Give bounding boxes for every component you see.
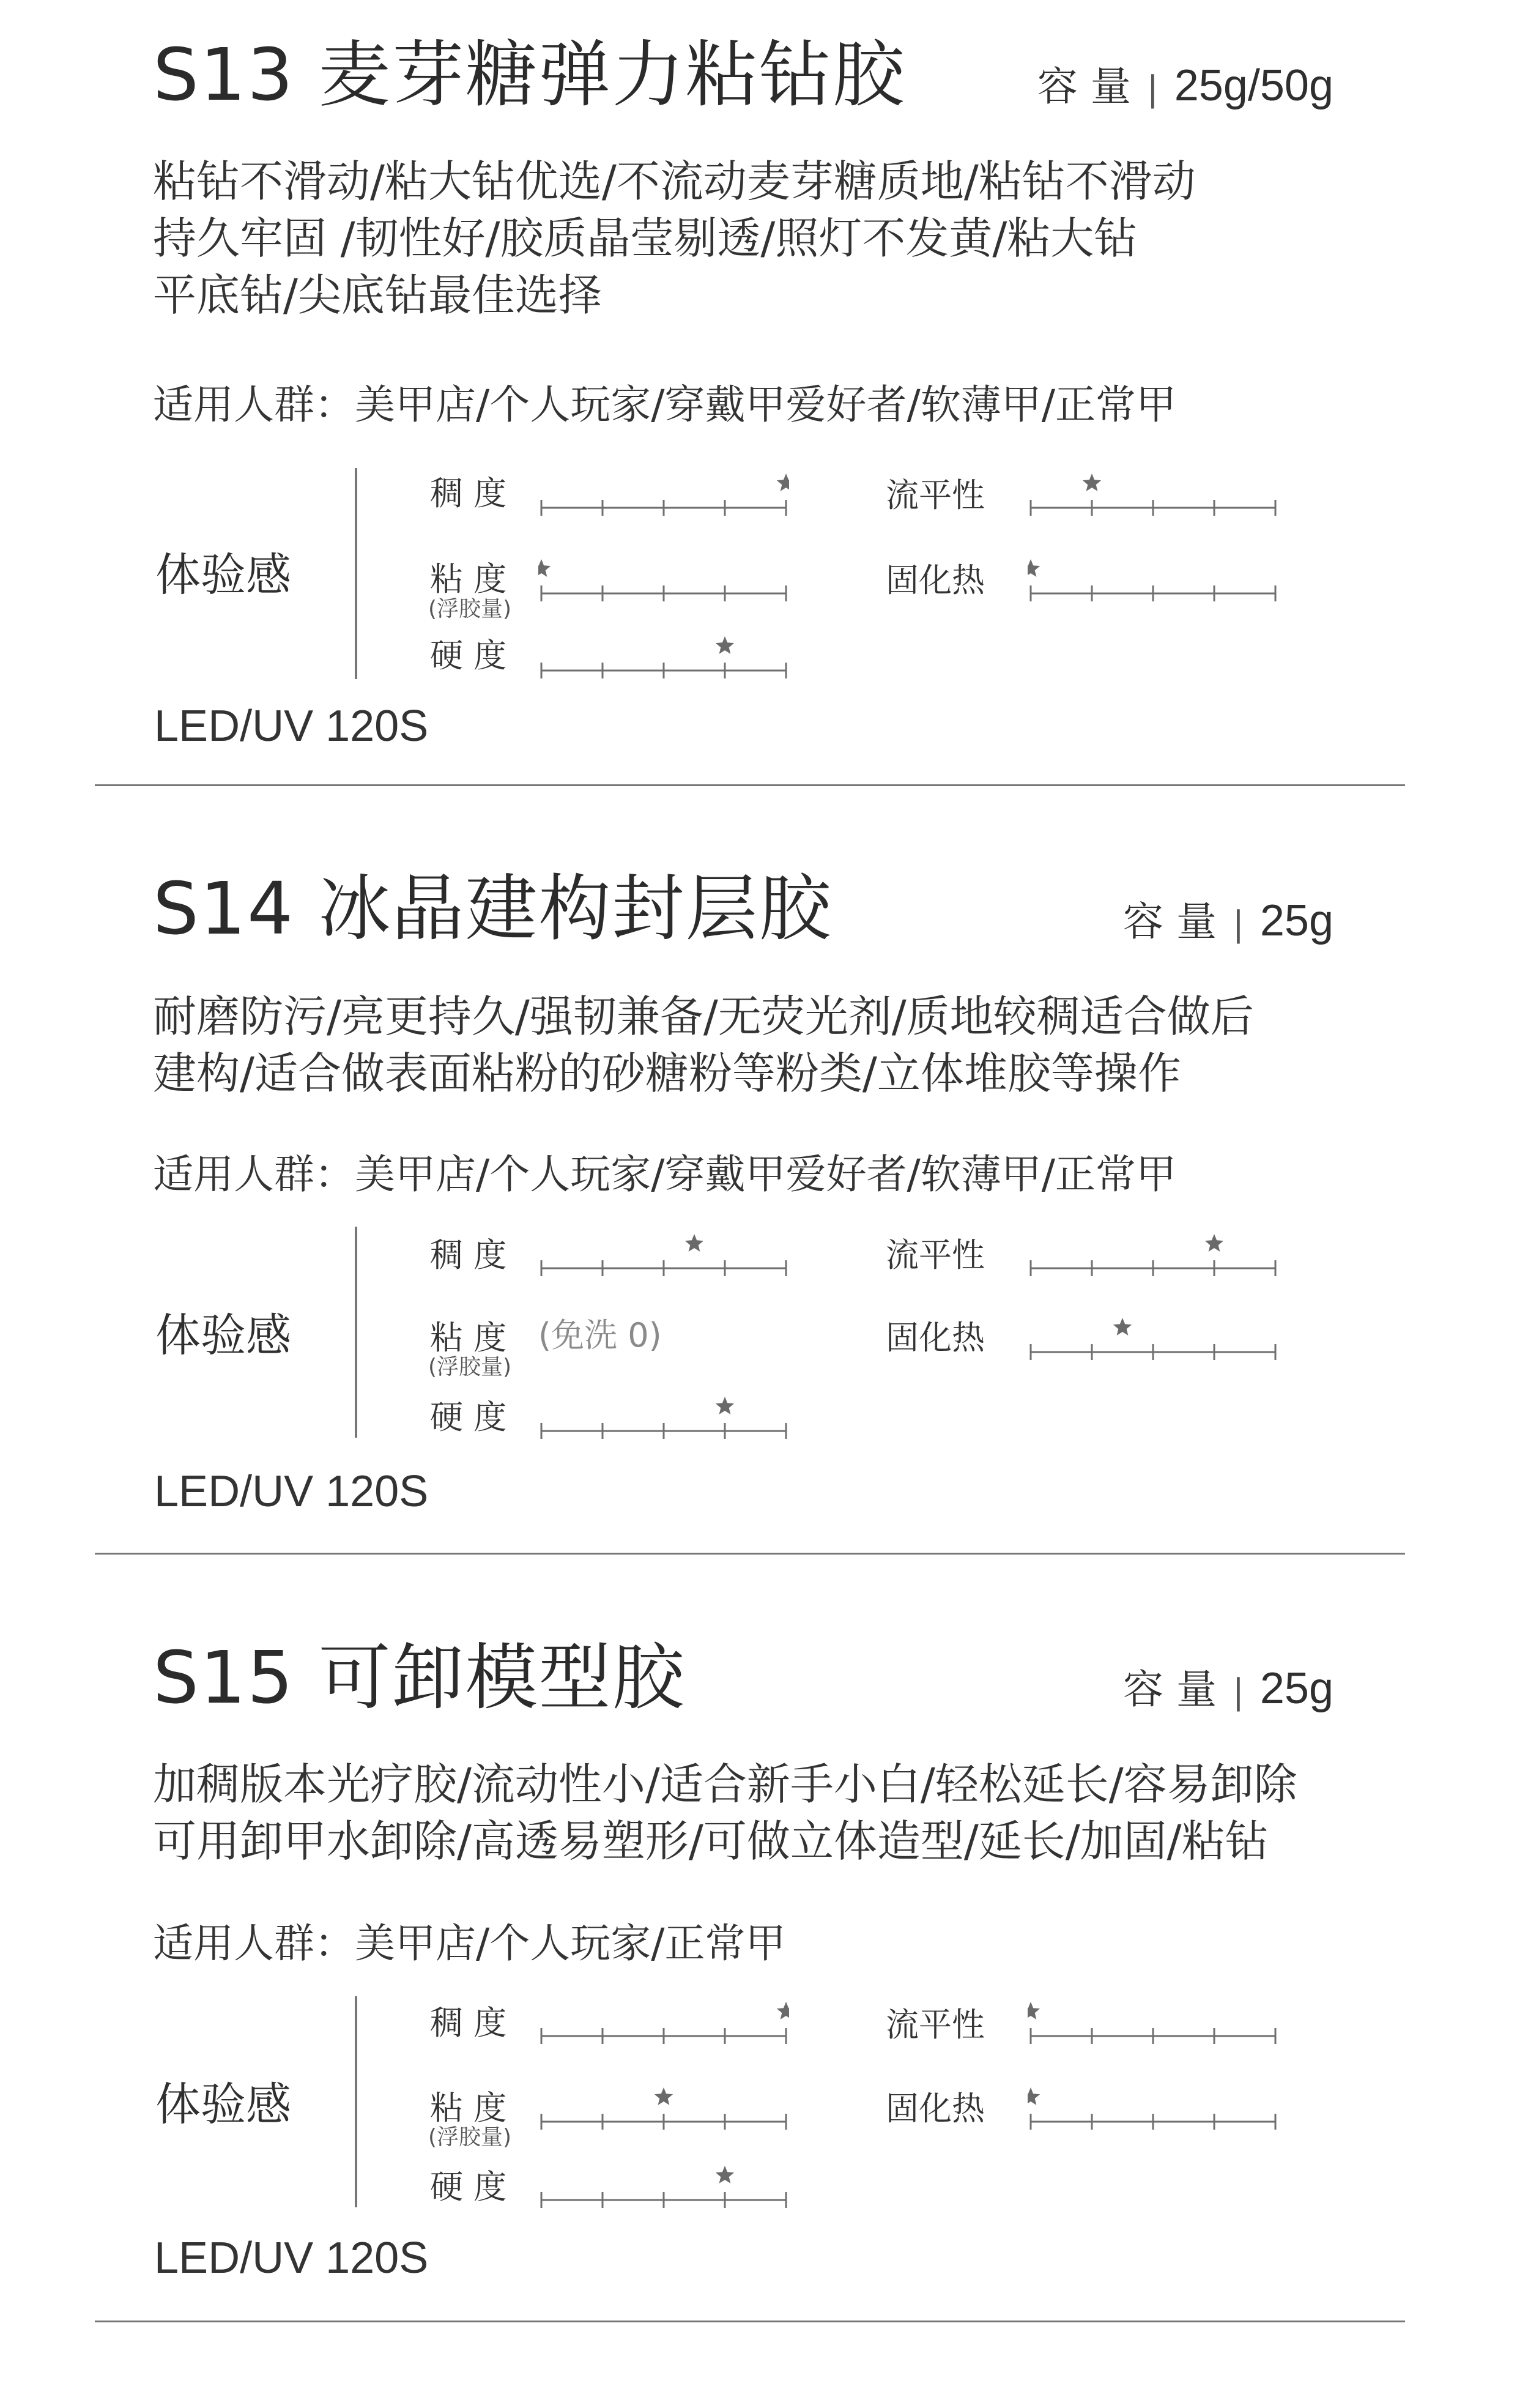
capacity-separator: | — [1232, 1672, 1244, 1712]
thickness-scale — [538, 471, 789, 529]
capacity-value: 25g — [1259, 896, 1333, 945]
product-description: 耐磨防污/亮更持久/强韧兼备/无荧光剂/质地较稠适合做后 建构/适合做表面粘粉的砂糖粉等粉类/立体堆胶等操作 — [153, 991, 1254, 1099]
flow-scale-graphic — [1028, 1232, 1278, 1287]
capacity-info — [1123, 1664, 1333, 1717]
experience-divider — [355, 1227, 357, 1438]
thickness-scale — [538, 1232, 789, 1289]
flow-scale-graphic — [1028, 471, 1278, 526]
thickness-label: 稠 度 — [430, 474, 507, 513]
stickiness-label: 粘 度 — [430, 2089, 507, 2127]
hardness-label: 硬 度 — [430, 636, 507, 675]
product-description: 粘钻不滑动/粘大钻优选/不流动麦芽糖质地/粘钻不滑动 持久牢固 /韧性好/胶质晶莹剔透/照灯不发黄/粘大钻 平底钻/尖底钻最佳选择 — [153, 156, 1196, 321]
cure-info: LED/UV 120S — [154, 702, 429, 751]
flow-label: 流平性 — [886, 2005, 985, 2044]
heat-scale-graphic — [1028, 2085, 1278, 2140]
stickiness-sublabel: (浮胶量) — [428, 596, 512, 622]
hardness-scale-graphic — [538, 634, 789, 689]
hardness-scale-graphic — [538, 2163, 789, 2218]
hardness-label: 硬 度 — [430, 1398, 507, 1436]
stickiness-scale — [538, 557, 789, 614]
cure-info: LED/UV 120S — [154, 1467, 429, 1516]
stickiness-label: 粘 度 — [430, 560, 507, 598]
experience-label: 体验感 — [155, 2078, 291, 2131]
heat-scale-graphic — [1028, 557, 1278, 612]
capacity-label: 容 量 — [1037, 63, 1131, 110]
product-section-s14 — [0, 768, 1517, 1536]
heat-scale-graphic — [1028, 1315, 1278, 1370]
flow-label: 流平性 — [886, 476, 985, 515]
product-description: 加稠版本光疗胶/流动性小/适合新手小白/轻松延长/容易卸除 可用卸甲水卸除/高透易塑形/可做立体造型/延长/加固/粘钻 — [153, 1759, 1297, 1867]
product-title: S15 可卸模型胶 — [153, 1635, 686, 1720]
hardness-scale — [538, 1394, 789, 1452]
capacity-separator: | — [1232, 904, 1244, 944]
rating-star-icon — [716, 1397, 734, 1414]
section-divider — [95, 2321, 1405, 2322]
rating-star-icon — [1028, 2087, 1040, 2105]
flow-scale — [1028, 1999, 1278, 2057]
flow-scale-graphic — [1028, 1999, 1278, 2054]
experience-divider — [355, 1996, 357, 2207]
capacity-separator: | — [1146, 69, 1159, 109]
audience-value: 美甲店/个人玩家/穿戴甲爱好者/软薄甲/正常甲 — [355, 1151, 1176, 1198]
hardness-scale — [538, 634, 789, 691]
cure-info: LED/UV 120S — [154, 2234, 429, 2283]
heat-label: 固化热 — [886, 2089, 985, 2128]
flow-scale — [1028, 471, 1278, 529]
rating-star-icon — [1028, 559, 1040, 577]
flow-label: 流平性 — [886, 1236, 985, 1274]
hardness-label: 硬 度 — [430, 2168, 507, 2206]
heat-label: 固化热 — [886, 1318, 985, 1357]
stickiness-note: (免洗 0) — [538, 1316, 662, 1354]
rating-star-icon — [777, 474, 789, 491]
capacity-info — [1037, 61, 1333, 114]
product-section-s15 — [0, 1536, 1517, 2303]
thickness-label: 稠 度 — [430, 2004, 507, 2042]
rating-star-icon — [716, 636, 734, 654]
rating-star-icon — [716, 2166, 734, 2183]
thickness-scale-graphic — [538, 1232, 789, 1287]
experience-divider — [355, 468, 357, 679]
stickiness-scale — [538, 2085, 789, 2142]
target-audience — [153, 381, 1176, 429]
stickiness-scale-graphic — [538, 2085, 789, 2140]
capacity-value: 25g/50g — [1174, 61, 1333, 110]
thickness-label: 稠 度 — [430, 1236, 507, 1274]
thickness-scale-graphic — [538, 471, 789, 526]
capacity-label: 容 量 — [1123, 898, 1217, 945]
heat-scale — [1028, 2085, 1278, 2142]
product-title: S14 冰晶建构封层胶 — [153, 866, 833, 951]
flow-scale — [1028, 1232, 1278, 1289]
thickness-scale-graphic — [538, 1999, 789, 2054]
experience-label: 体验感 — [155, 1309, 291, 1362]
rating-star-icon — [685, 1234, 703, 1252]
rating-star-icon — [1113, 1318, 1132, 1336]
rating-star-icon — [538, 559, 551, 577]
rating-star-icon — [1028, 2002, 1040, 2020]
capacity-label: 容 量 — [1123, 1666, 1217, 1713]
rating-star-icon — [1083, 474, 1101, 491]
audience-prefix: 适用人群： — [153, 381, 355, 428]
rating-star-icon — [655, 2087, 673, 2105]
audience-value: 美甲店/个人玩家/正常甲 — [355, 1920, 786, 1967]
heat-scale — [1028, 1315, 1278, 1373]
experience-label: 体验感 — [155, 549, 291, 601]
target-audience — [153, 1919, 785, 1968]
stickiness-sublabel: (浮胶量) — [428, 1354, 512, 1380]
stickiness-scale-graphic — [538, 557, 789, 612]
capacity-value: 25g — [1259, 1664, 1333, 1713]
hardness-scale-graphic — [538, 1394, 789, 1449]
product-title: S13 麦芽糖弹力粘钻胶 — [153, 32, 906, 117]
capacity-info — [1123, 896, 1333, 949]
hardness-scale — [538, 2163, 789, 2221]
stickiness-sublabel: (浮胶量) — [428, 2125, 512, 2150]
product-section-s13 — [0, 0, 1517, 768]
audience-prefix: 适用人群： — [153, 1920, 355, 1967]
stickiness-label: 粘 度 — [430, 1318, 507, 1357]
rating-star-icon — [1205, 1234, 1223, 1252]
heat-label: 固化热 — [886, 561, 985, 600]
audience-value: 美甲店/个人玩家/穿戴甲爱好者/软薄甲/正常甲 — [355, 381, 1176, 428]
heat-scale — [1028, 557, 1278, 614]
rating-star-icon — [777, 2002, 789, 2020]
audience-prefix: 适用人群： — [153, 1151, 355, 1198]
target-audience — [153, 1150, 1176, 1199]
thickness-scale — [538, 1999, 789, 2057]
